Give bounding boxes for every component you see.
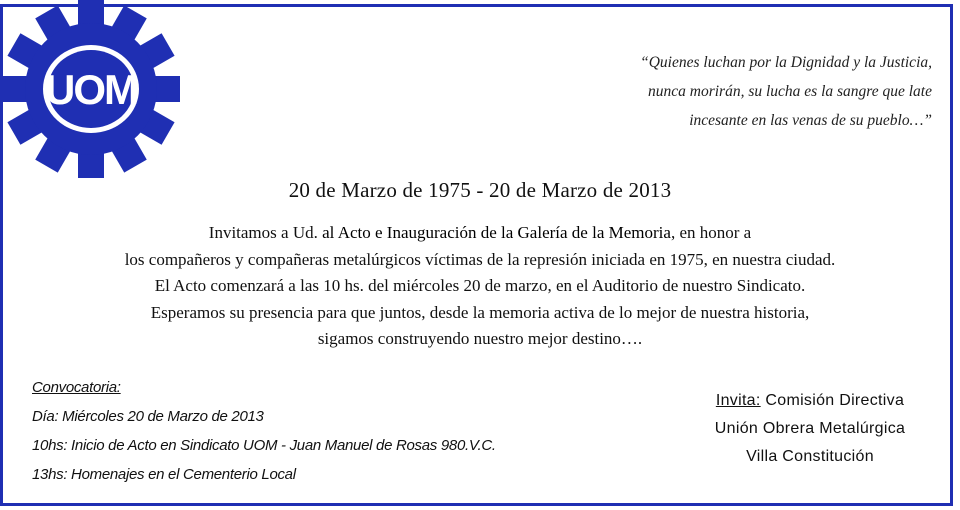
details-item: 13hs: Homenajes en el Cementerio Local [32,466,296,483]
details-day: Día: Miércoles 20 de Marzo de 2013 [32,408,264,425]
host-line [680,387,940,415]
body-line-suffix: , en honor a [670,223,752,242]
event-details [32,373,496,489]
frame-border-right [950,4,953,506]
logo-text: UOM [45,66,137,113]
body-line: El Acto comenzará a las 10 hs. del miércoles 20 de marzo, en el Auditorio de nuestro Sindicato. [154,276,806,295]
gear-logo-icon [2,0,180,178]
host-union: Unión Obrera Metalúrgica [714,420,906,437]
body-line-prefix: Invitamos a Ud. [208,223,323,242]
frame-border-bottom [0,503,953,506]
host-city: Villa Constitución [746,448,874,465]
quote-line: nunca morirán, su lucha es la sangre que late [648,83,932,100]
epigraph-quote [372,48,932,135]
quote-line: incesante en las venas de su pueblo…” [689,112,932,129]
body-line: los compañeros y compañeras metalúrgicos víctimas de la represión iniciada en 1975, en nuestra ciudad. [124,249,836,269]
body-line: sigamos construyendo nuestro mejor destino…. [317,329,643,348]
body-line [20,220,940,247]
invitation-body [20,220,940,353]
host-label: Invita: [715,392,761,409]
host-block [680,387,940,471]
details-item: 10hs: Inicio de Acto en Sindicato UOM - Juan Manuel de Rosas 980.V.C. [32,437,496,454]
quote-line: “Quienes luchan por la Dignidad y la Justicia, [640,54,932,71]
details-title: Convocatoria: [32,379,121,396]
date-heading: 20 de Marzo de 1975 - 20 de Marzo de 2013 [288,178,672,202]
body-line: Esperamos su presencia para que juntos, desde la memoria activa de lo mejor de nuestra historia, [150,302,810,322]
event-name: al Acto e Inauguración de la Galería de la Memoria [322,223,671,242]
host-committee: Comisión Directiva [760,392,905,409]
